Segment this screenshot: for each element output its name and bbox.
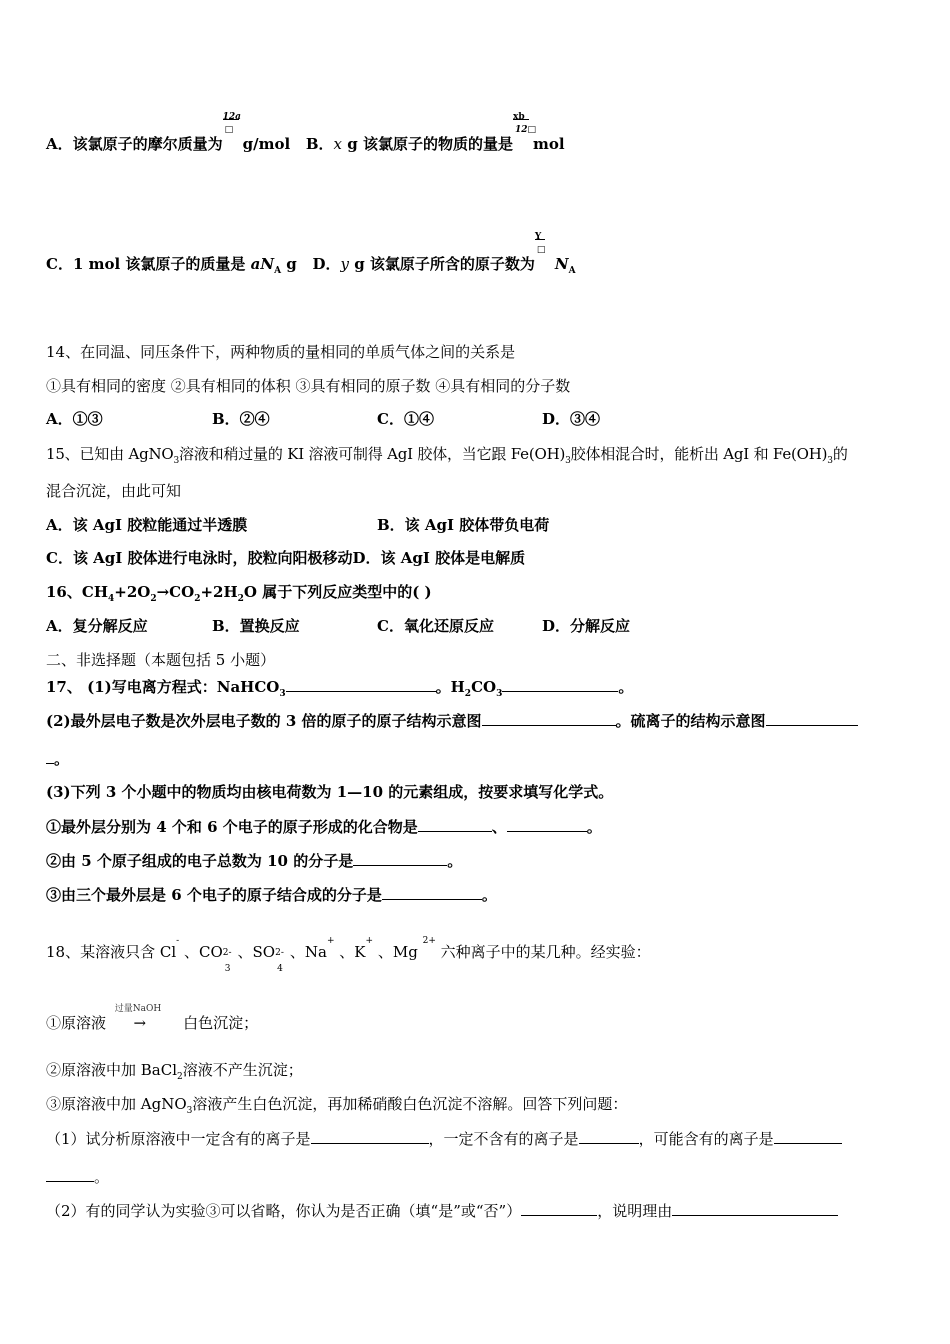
q14-option-a[interactable]: A．①③ [46,410,103,428]
q13-option-b: g 该氯原子的物质的量是 [347,135,513,153]
q18-experiment-2: ②原溶液中加 BaCl$_2$溶液不产生沉淀； [46,1061,303,1082]
q15-option-a[interactable]: A．该 AgI 胶粒能通过半透膜 [46,516,248,534]
q13-option-a: A．该氯原子的摩尔质量为 [46,135,223,153]
q17-part3-3: ③由三个最外层是 6 个电子的原子结合成的分子是 。 [46,886,497,904]
q17-blank-diagram-2-cont[interactable] [46,748,54,764]
q17-blank-h2co3[interactable] [502,676,618,692]
q18-experiment-3: ③原溶液中加 AgNO$_3$溶液产生白色沉淀，再加稀硝酸白色沉淀不溶解。回答下列问题： [46,1095,628,1116]
q18-blank-reason[interactable] [672,1200,838,1216]
q14-option-c[interactable]: C．①④ [377,410,434,428]
q18-blank-may-contain-cont[interactable] [46,1166,94,1182]
q14-items: ①具有相同的密度 ②具有相同的体积 ③具有相同的原子数 ④具有相同的分子数 [46,377,571,395]
q18-part1-end: 。 [46,1166,109,1187]
q17-blank-diagram-2[interactable] [766,710,858,726]
q17-blank-triatomic[interactable] [382,884,482,900]
q18-part2: （2）有的同学认为实验③可以省略，你认为是否正确（填“是”或“否”） ，说明理由 [46,1200,838,1221]
q13-option-d-label: D． [312,255,341,273]
q13-option-b-label: B． [305,135,334,153]
q17-part3-2: ②由 5 个原子组成的电子总数为 10 的分子是 。 [46,852,463,870]
q18-part1: （1）试分析原溶液中一定含有的离子是 ，一定不含有的离子是 ，可能含有的离子是 [46,1128,842,1149]
q15-stem: 15、已知由 AgNO$_3$溶液和稍过量的 KI 溶液可制得 AgI 胶体，当它跟 $Fe(OH)_3$胶体相混合时，能析出 AgI 和 $Fe(OH)_3$的 [46,445,848,466]
q13-option-b-var: x [333,135,343,153]
q16-option-a[interactable]: A．复分解反应 [46,617,148,635]
q13-option-d-fraction: Y □ [534,232,546,255]
q15-option-c[interactable]: C．该 AgI 胶体进行电泳时，胶粒向阳极移动 [46,549,353,567]
q17-blank-compound-2[interactable] [507,816,587,832]
q17-blank-compound-1[interactable] [418,816,492,832]
q17-part3-1: ①最外层分别为 4 个和 6 个电子的原子形成的化合物是 、 。 [46,818,602,836]
q18-blank-yes-no[interactable] [521,1200,597,1216]
q13-option-a-fraction: 12a □ [222,112,241,135]
q16-option-c[interactable]: C．氧化还原反应 [377,617,494,635]
q15-option-b[interactable]: B．该 AgI 胶体带负电荷 [377,516,550,534]
q18-blank-must-contain[interactable] [311,1128,429,1144]
q16-option-b[interactable]: B．置换反应 [212,617,300,635]
q17-blank-molecule[interactable] [353,850,447,866]
q18-blank-must-not-contain[interactable] [579,1128,639,1144]
q13-option-c-unit: g [286,255,297,273]
q13-option-c-var: aN [250,255,275,273]
q18-experiment-1: ①原溶液 过量NaOH → 白色沉淀； [46,1004,259,1032]
q13-option-d: g 该氯原子所含的原子数为 [354,255,535,273]
q18-reaction-arrow: 过量NaOH → [114,1004,162,1032]
q13-option-b-unit: mol [532,135,565,153]
q13-option-b-fraction: xb 12□ [512,112,536,135]
q17-part3: (3)下列 3 个小题中的物质均由核电荷数为 1—10 的元素组成，按要求填写化学式。 [46,783,614,801]
q15-stem-line2: 混合沉淀，由此可知 [46,482,182,500]
q15-option-d[interactable]: D．该 AgI 胶体是电解质 [352,549,526,567]
q15-options-row2 [46,548,525,568]
q14-stem: 14、在同温、同压条件下，两种物质的量相同的单质气体之间的关系是 [46,343,516,361]
q14-option-b[interactable]: B．②④ [212,410,270,428]
q17-blank-diagram-1[interactable] [482,710,616,726]
q14-option-d[interactable]: D．③④ [542,410,601,428]
q13-option-d-n: N [554,255,569,273]
q17-part2-end: 。 [46,748,69,769]
q13-option-d-var: y [340,255,349,273]
section-heading: 二、非选择题（本题包括 5 小题） [46,651,276,669]
q13-option-ab-row [46,112,565,155]
q16-stem: 16、$CH_4+2O_2\to CO_2+2H_2O$ 属于下列反应类型中的( ) [46,583,432,604]
q13-option-cd-row: C．1 mol 该氯原子的质量是 $aN_A$ g D．y g 该氯原子所含的原子数为 Y □ $N_A$ [46,232,576,276]
q17-blank-nahco3[interactable] [286,676,436,692]
q17-part2: (2)最外层电子数是次外层电子数的 3 倍的原子的原子结构示意图 。硫离子的结构示意图 [46,710,858,731]
q16-option-d[interactable]: D．分解反应 [542,617,631,635]
q17-part1: 17、 (1)写电离方程式：NaHCO$_3$ 。$H_2CO_3$ 。 [46,678,634,699]
q13-option-a-unit: g/mol [242,135,291,153]
q18-blank-may-contain[interactable] [774,1128,842,1144]
arrow-icon: → [133,1014,147,1032]
q13-option-c: C．1 mol 该氯原子的质量是 [46,255,246,273]
q18-stem: 18、某溶液只含 Cl- 、CO 2- 3 、SO 2- 4 、Na+ 、K+ 、Mg $^{2+}$ 六种离子中的某几种。经实验： [46,936,651,974]
